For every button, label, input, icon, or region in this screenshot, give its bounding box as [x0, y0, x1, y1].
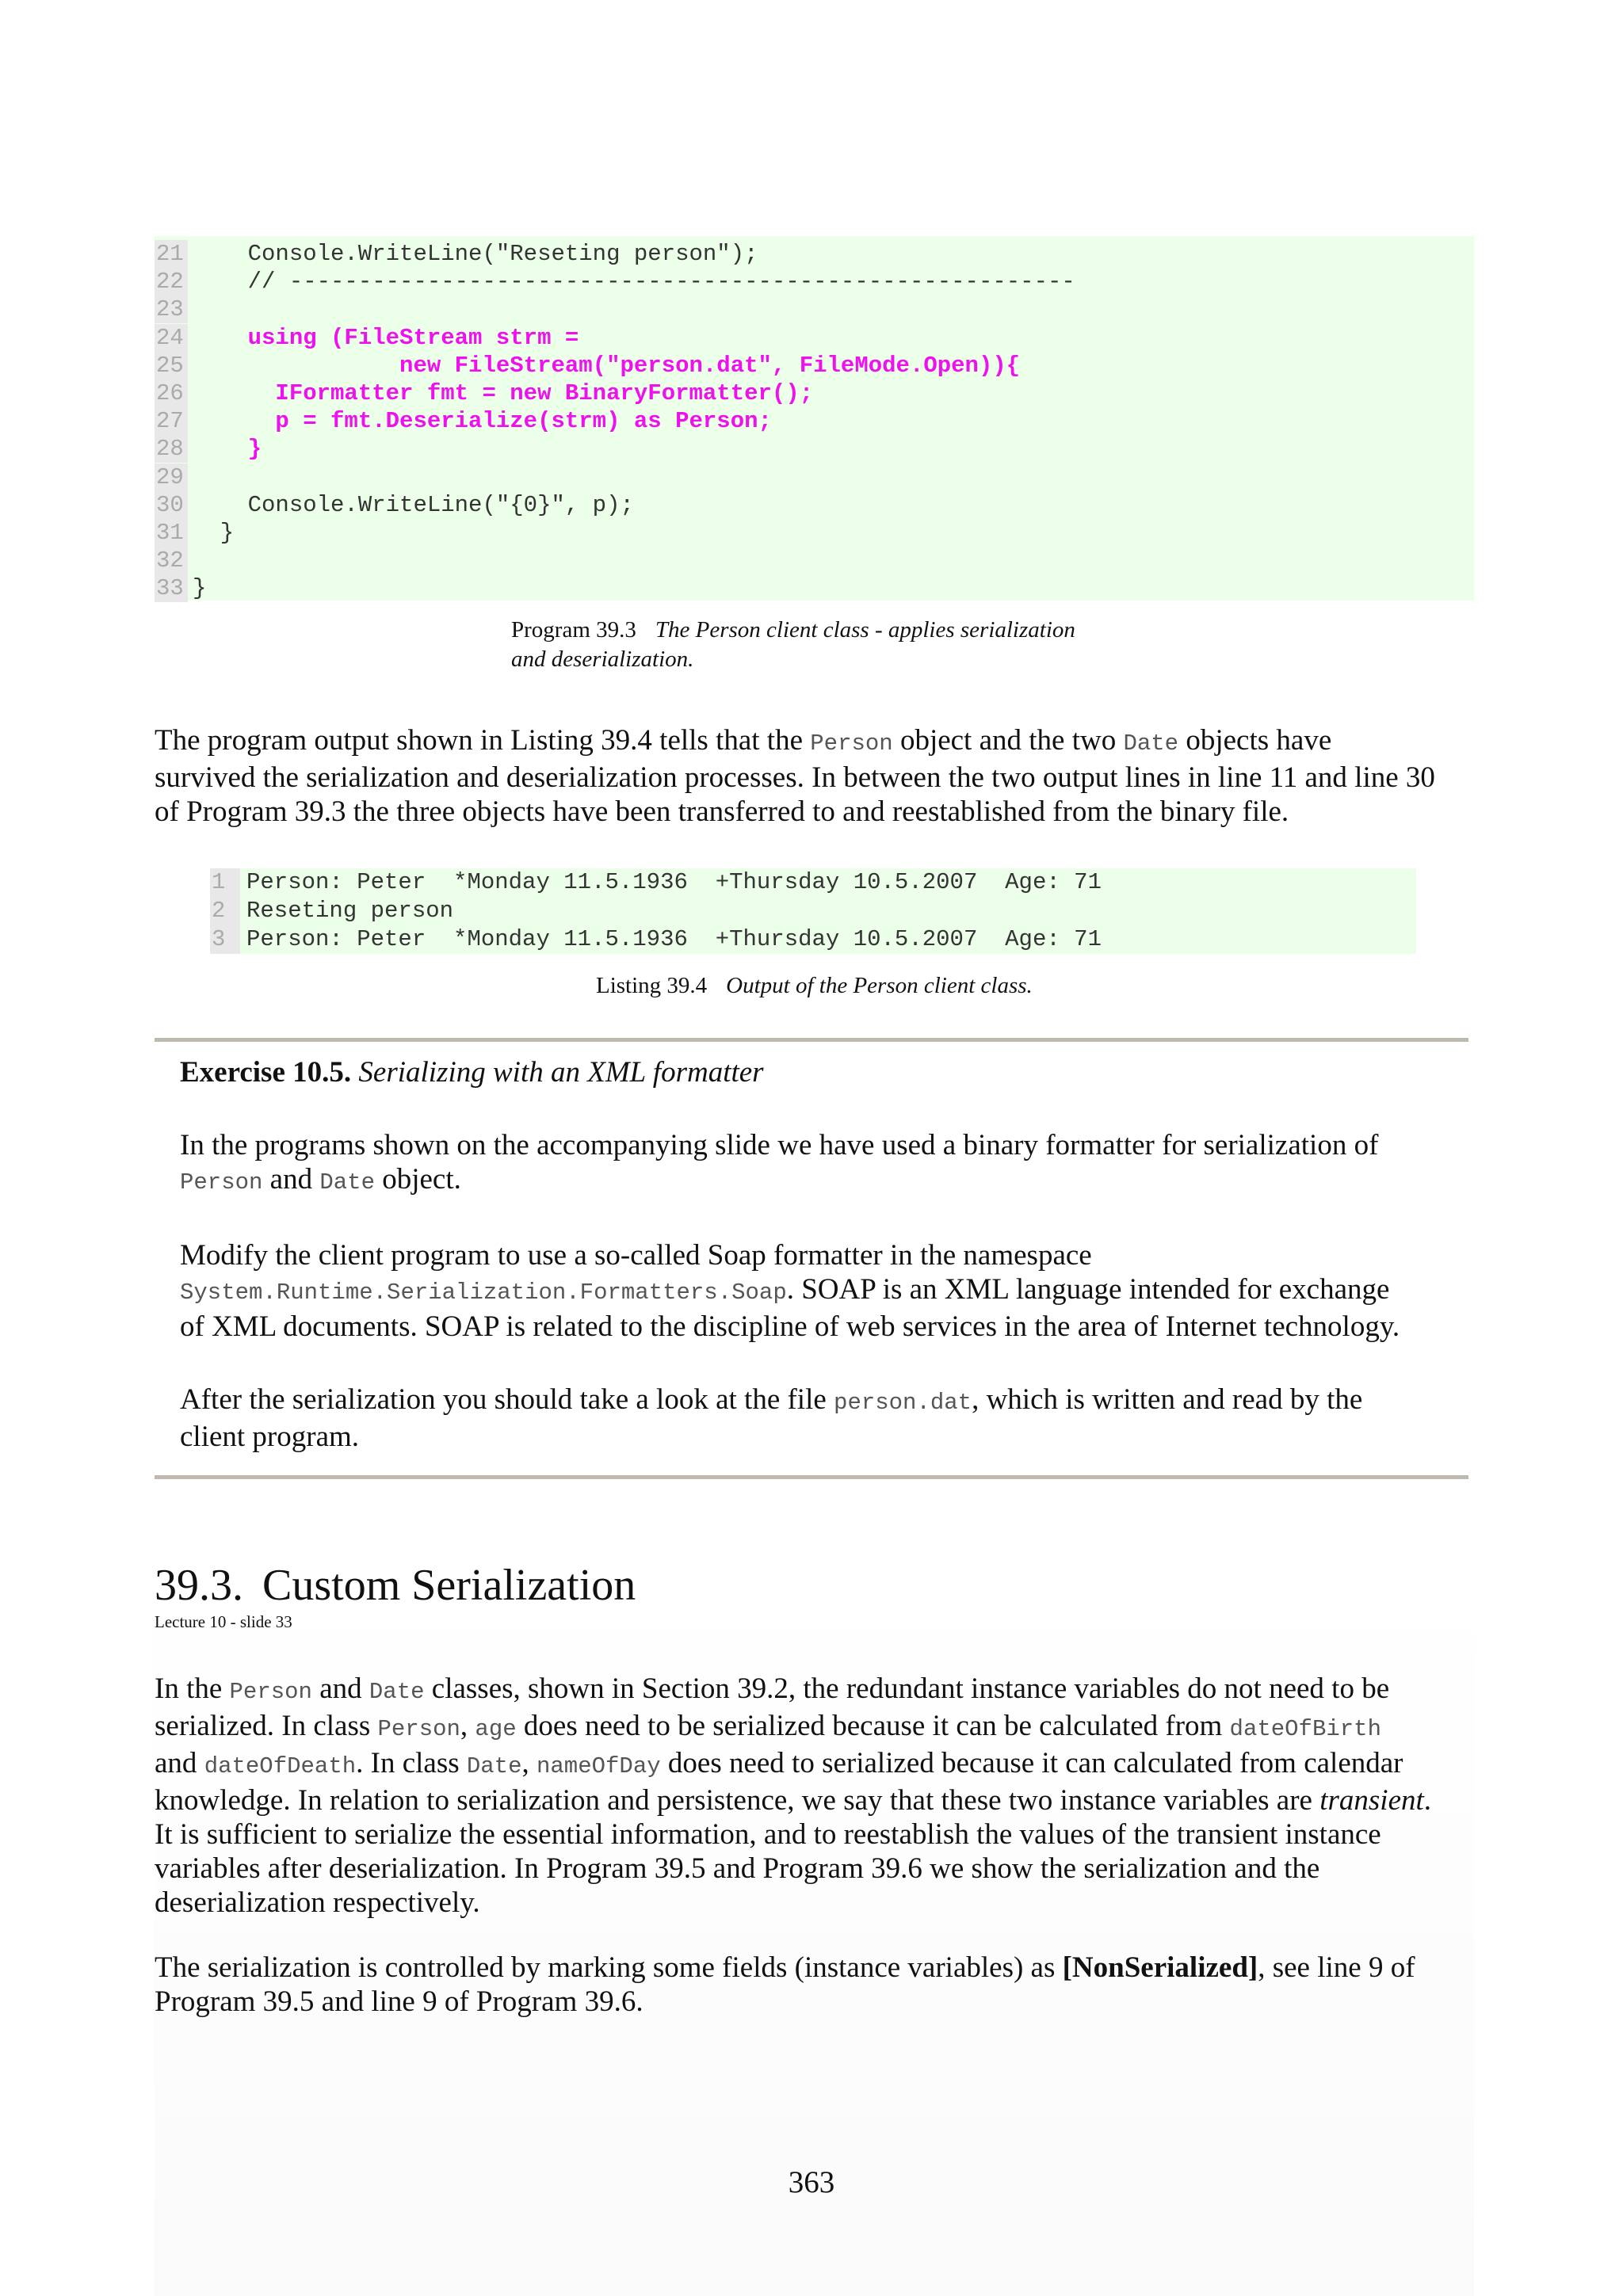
code-line — [155, 574, 1474, 602]
line-number: 33 — [155, 574, 188, 602]
slide-reference: Lecture 10 - slide 33 — [155, 1612, 292, 1631]
text: The program output shown in Listing 39.4 tells that the — [155, 724, 811, 757]
listing-text: Person: Peter *Monday 11.5.1936 +Thursday 10.5.2007 Age: 71 — [246, 869, 1102, 895]
line-number: 32 — [155, 547, 188, 574]
text: , which is written and read by the — [972, 1383, 1363, 1416]
code-age: age — [475, 1716, 517, 1742]
text: does need to serialized because it can calculated from calendar — [660, 1747, 1403, 1779]
code-text: new FileStream("person.dat", FileMode.Open)){ — [193, 352, 1021, 379]
line-number: 27 — [155, 407, 188, 435]
line-number: 31 — [155, 519, 188, 547]
code-line — [155, 352, 1474, 379]
listing-text: Person: Peter *Monday 11.5.1936 +Thursday 10.5.2007 Age: 71 — [246, 926, 1102, 952]
program-caption-line1: The Person client class - applies serialization — [655, 617, 1075, 643]
code-line — [155, 491, 1474, 519]
code-filename: person.dat — [834, 1390, 972, 1416]
page-number: 363 — [788, 2165, 835, 2199]
code-line — [155, 547, 1474, 574]
exercise-bottom-rule — [155, 1475, 1468, 1479]
code-line — [155, 379, 1474, 407]
code-date: Date — [466, 1753, 522, 1779]
code-text: using (FileStream strm = — [193, 324, 579, 351]
text: , see line 9 of — [1258, 1951, 1415, 1984]
line-number: 23 — [155, 296, 188, 323]
code-dateofbirth: dateOfBirth — [1229, 1716, 1381, 1742]
text: In the programs shown on the accompanying slide we have used a binary formatter for serialization of — [180, 1129, 1379, 1161]
code-text: } — [193, 575, 207, 602]
line-number: 3 — [210, 925, 240, 954]
bold-nonserialized: [NonSerialized] — [1062, 1951, 1258, 1984]
exercise-title: Serializing with an XML formatter — [358, 1056, 764, 1089]
line-number: 30 — [155, 491, 188, 519]
exercise-top-rule — [155, 1038, 1468, 1042]
text: object. — [374, 1163, 461, 1196]
program-code-block — [155, 236, 1474, 601]
text: It is sufficient to serialize the essential information, and to reestablish the values of the transient instance — [155, 1818, 1381, 1851]
listing-caption — [596, 971, 1033, 1001]
program-caption-line2: and deserialization. — [511, 646, 694, 672]
code-date: Date — [369, 1679, 425, 1705]
line-number: 1 — [210, 868, 240, 897]
text: knowledge. In relation to serialization and persistence, we say that these two instance variables are — [155, 1784, 1320, 1817]
emphasis-transient: transient — [1319, 1784, 1424, 1817]
listing-caption-number: Listing 39.4 — [596, 973, 708, 998]
text: serialized. In class — [155, 1710, 378, 1742]
listing-caption-desc: Output of the Person client class. — [726, 973, 1033, 998]
text: . — [1423, 1784, 1432, 1817]
text: The serialization is controlled by marking some fields (instance variables) as — [155, 1951, 1063, 1984]
text: and — [262, 1163, 320, 1196]
text: object and the two — [892, 724, 1124, 757]
exercise-heading — [180, 1055, 1464, 1089]
code-date: Date — [1123, 730, 1179, 757]
section-heading — [155, 1559, 636, 1611]
listing-text: Reseting person — [246, 898, 454, 924]
section-title: Custom Serialization — [262, 1561, 636, 1610]
code-text: Console.WriteLine("Reseting person"); — [193, 241, 758, 267]
text: of XML documents. SOAP is related to the discipline of web services in the area of Internet technology. — [180, 1310, 1400, 1343]
text: client program. — [180, 1421, 360, 1453]
code-line — [155, 324, 1474, 352]
text: , — [460, 1710, 475, 1742]
code-nameofday: nameOfDay — [537, 1753, 661, 1779]
code-text: IFormatter fmt = new BinaryFormatter(); — [193, 380, 814, 406]
text: . In class — [356, 1747, 467, 1779]
line-number: 28 — [155, 435, 188, 463]
exercise-label: Exercise 10.5. — [180, 1056, 352, 1089]
text: . SOAP is an XML language intended for exchange — [786, 1273, 1390, 1306]
line-number: 25 — [155, 352, 188, 379]
program-caption — [511, 616, 1075, 674]
text: Modify the client program to use a so-called Soap formatter in the namespace — [180, 1239, 1092, 1272]
code-person: Person — [180, 1169, 263, 1196]
text: classes, shown in Section 39.2, the redundant instance variables do not need to be — [424, 1672, 1390, 1705]
section-number: 39.3. — [155, 1561, 243, 1610]
text: of Program 39.3 the three objects have been transferred to and reestablished from the binary file. — [155, 795, 1289, 828]
text: , — [521, 1747, 537, 1779]
program-caption-number: Program 39.3 — [511, 617, 636, 643]
code-dateofdeath: dateOfDeath — [204, 1753, 357, 1779]
code-person: Person — [377, 1716, 460, 1742]
text: objects have — [1178, 724, 1332, 757]
code-text: Console.WriteLine("{0}", p); — [193, 491, 634, 518]
text: In the — [155, 1672, 230, 1705]
line-number: 29 — [155, 463, 188, 491]
code-line — [155, 407, 1474, 435]
line-number: 21 — [155, 240, 188, 268]
listing-line — [210, 868, 1416, 897]
text: Program 39.5 and line 9 of Program 39.6. — [155, 1985, 643, 2018]
code-namespace: System.Runtime.Serialization.Formatters.Soap — [180, 1280, 787, 1306]
line-number: 2 — [210, 897, 240, 925]
code-line — [155, 519, 1474, 547]
code-line — [155, 296, 1474, 323]
code-person: Person — [229, 1679, 312, 1705]
paragraph-custom-serialization — [155, 1672, 1474, 1920]
paragraph-output-explanation — [155, 723, 1474, 829]
paragraph-nonserialized — [155, 1951, 1474, 2019]
text: variables after deserialization. In Program 39.5 and Program 39.6 we show the serialization and the — [155, 1852, 1320, 1885]
line-number: 24 — [155, 324, 188, 352]
code-person: Person — [810, 730, 893, 757]
exercise-box — [180, 1055, 1464, 1454]
code-line — [155, 463, 1474, 491]
listing-line — [210, 925, 1416, 954]
listing-line — [210, 897, 1416, 925]
code-line — [155, 435, 1474, 463]
code-text: } — [193, 520, 235, 546]
code-line — [155, 268, 1474, 296]
code-text: // --------------------------------------------------------- — [193, 269, 1075, 296]
listing-output-block — [210, 868, 1416, 954]
code-line — [155, 240, 1474, 268]
line-number: 22 — [155, 268, 188, 296]
line-number: 26 — [155, 379, 188, 407]
code-text: p = fmt.Deserialize(strm) as Person; — [193, 408, 772, 435]
text: and — [311, 1672, 369, 1705]
code-date: Date — [319, 1169, 375, 1196]
code-text: } — [193, 436, 262, 463]
text: survived the serialization and deserialization processes. In between the two output lines in line 11 and line 30 — [155, 761, 1435, 794]
text: After the serialization you should take a look at the file — [180, 1383, 834, 1416]
text: and — [155, 1747, 204, 1779]
text: does need to be serialized because it can be calculated from — [516, 1710, 1230, 1742]
text: deserialization respectively. — [155, 1886, 480, 1919]
